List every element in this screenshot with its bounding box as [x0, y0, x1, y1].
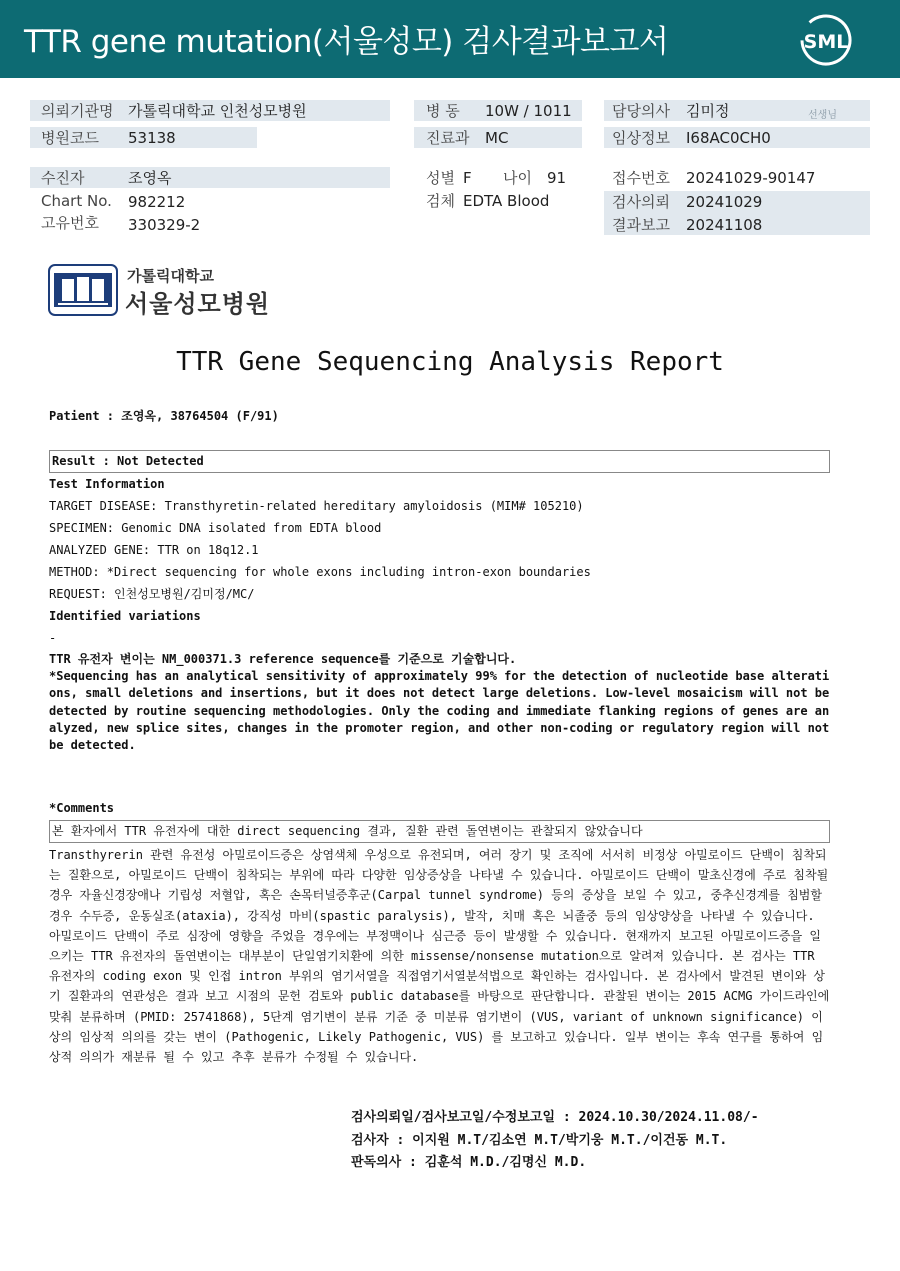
chart-value: 982212	[128, 193, 186, 211]
report-date-value: 20241108	[686, 216, 763, 234]
clinical-value: I68AC0CH0	[686, 129, 771, 147]
sign-dates: 검사의뢰일/검사보고일/수정보고일 : 2024.10.30/2024.11.08/-	[351, 1110, 759, 1125]
request-date-label: 검사의뢰	[612, 193, 670, 211]
patient-label: 수진자	[41, 169, 85, 187]
specimen-line: SPECIMEN: Genomic DNA isolated from EDTA blood	[49, 521, 382, 535]
sign-readers: 판독의사 : 김훈석 M.D./김명신 M.D.	[351, 1155, 587, 1170]
method-line: METHOD: *Direct sequencing for whole exons including intron-exon boundaries	[49, 565, 591, 579]
comments-heading: *Comments	[49, 801, 115, 815]
sex-label: 성별	[426, 169, 455, 187]
chart-label: Chart No.	[41, 192, 112, 210]
dept-label: 진료과	[426, 129, 470, 147]
comments-body: Transthyrerin 관련 유전성 아밀로이드증은 상염색체 우성으로 유전되며, 여러 장기 및 조직에 서서히 비정상 아밀로이드 단백이 침착되는 질환으로, 아밀로이드 단백이 침착되는 부위에 따라 다양한 임상증상을 나타낼 수 있습니다. 아밀로이드 단백이 말초신경에 주로 침착될 경우 자율신경장애나 기립성 저혈압, 혹은 손목터널증후군(Carpal tunnel syndrome) 등의 증상을 보일 수 있고, 중추신경계를 침범할 경우 수두증, 운동실조(ataxia), 강직성 마비(spastic paralysis), 발작, 치매 혹은 뇌졸중 등의 임상양상을 나타낼 수 있습니다. 아밀로이드 단백이 주로 심장에 영향을 주었을 경우에는 부정맥이나 심근증 등이 발생할 수 있습니다. 현재까지 보고된 아밀로이드증을 일으키는 TTR 유전자의 돌연변이는 대부분이 단일염기치환에 의한 missense/nonsense mutation으로 알려져 있습니다. 본 검사는 TTR 유전자의 coding exon 및 인접 intron 부위의 염기서열을 직접염기서열분석법으로 확인하는 검사입니다. 본 검사에서 발견된 변이와 상기 질환과의 연관성은 결과 보고 시점의 문헌 검토와 public database를 바탕으로 판단합니다. 관찰된 변이는 2015 ACMG 가이드라인에 맞춰 분류하며 (PMID: 25741868), 5단계 염기변이 분류 기준 중 미분류 염기변이 (VUS, variant of unknown significance) 이상의 임상적 의의를 갖는 변이 (Pathogenic, Likely Pathogenic, VUS) 를 보고하고 있습니다. 일부 변이는 후속 연구를 통하여 임상적 의의가 재분류 될 수 있고 추후 분류가 수정될 수 있습니다.	[49, 848, 830, 1065]
hospital-code-label: 병원코드	[41, 129, 99, 147]
unique-value: 330329-2	[128, 216, 201, 234]
doctor-label: 담당의사	[612, 102, 670, 120]
comments-summary: 본 환자에서 TTR 유전자에 대한 direct sequencing 결과, 질환 관련 돌연변이는 관찰되지 않았습니다	[52, 824, 643, 838]
sex-value: F	[463, 169, 472, 187]
result-line: Result : Not Detected	[52, 454, 204, 468]
sign-testers: 검사자 : 이지원 M.T/김소연 M.T/박기웅 M.T./이건동 M.T.	[351, 1133, 728, 1148]
page-title: TTR gene mutation(서울성모) 검사결과보고서	[24, 24, 669, 60]
doctor-value: 김미정	[686, 102, 730, 120]
patient-value: 조영옥	[128, 169, 172, 187]
patient-line: Patient : 조영옥, 38764504 (F/91)	[49, 409, 279, 423]
sml-logo-icon	[798, 13, 854, 67]
request-date-value: 20241029	[686, 193, 763, 211]
age-label: 나이	[503, 169, 532, 187]
institution-label: 의뢰기관명	[41, 102, 114, 120]
dept-value: MC	[485, 129, 509, 147]
hospital-logo-big: 서울성모병원	[125, 290, 271, 318]
header-banner	[0, 0, 900, 78]
unique-label: 고유번호	[41, 214, 99, 232]
report-date-label: 결과보고	[612, 216, 670, 234]
identified-value: -	[49, 631, 57, 645]
specimen-value: EDTA Blood	[463, 192, 550, 210]
ward-label: 병 동	[426, 102, 460, 120]
request-line: REQUEST: 인천성모병원/김미정/MC/	[49, 587, 255, 601]
receipt-value: 20241029-90147	[686, 169, 816, 187]
doctor-suffix: 선생님	[808, 110, 837, 121]
reference-note: TTR 유전자 변이는 NM_000371.3 reference sequence를 기준으로 기술합니다.	[49, 652, 517, 666]
receipt-label: 접수번호	[612, 169, 670, 187]
analyzed-gene: ANALYZED GENE: TTR on 18q12.1	[49, 543, 259, 557]
report-title: TTR Gene Sequencing Analysis Report	[176, 347, 724, 377]
specimen-label: 검체	[426, 192, 455, 210]
sml-logo-text: SML	[803, 31, 849, 53]
ward-value: 10W / 1011	[485, 102, 572, 120]
clinical-label: 임상정보	[612, 129, 670, 147]
hospital-emblem-icon	[48, 264, 118, 316]
hospital-logo-small: 가톨릭대학교	[127, 267, 214, 285]
identified-heading: Identified variations	[49, 609, 201, 623]
institution-value: 가톨릭대학교 인천성모병원	[128, 102, 307, 120]
sensitivity-note: *Sequencing has an analytical sensitivity of approximately 99% for the detection of nucleotide base alterations, small deletions and insertions, but it does not detect large deletions. Low-level mosaicism will not be detected by routine sequencing methodologies. Only the coding and immediate flanking regions of genes are analyzed, new splice sites, changes in the promoter region, and other non-coding or regulatory region will not be detected.	[49, 669, 830, 753]
age-value: 91	[547, 169, 567, 187]
hospital-code-value: 53138	[128, 129, 176, 147]
target-disease: TARGET DISEASE: Transthyretin-related hereditary amyloidosis (MIM# 105210)	[49, 499, 584, 513]
test-info-heading: Test Information	[49, 477, 165, 491]
